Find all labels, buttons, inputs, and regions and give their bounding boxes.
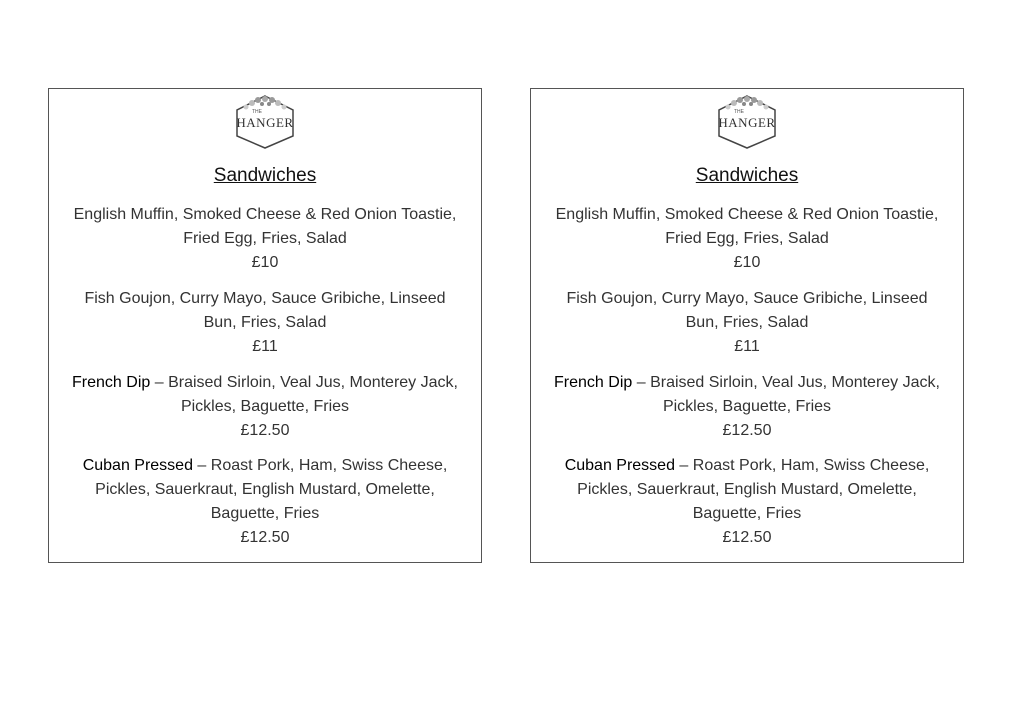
item-description: Braised Sirloin, Veal Jus, Monterey Jack, bbox=[168, 374, 458, 391]
item-price: £12.50 bbox=[722, 422, 772, 439]
item-description: Pickles, Baguette, Fries bbox=[180, 398, 350, 415]
item-price: £12.50 bbox=[722, 529, 772, 546]
item-name: Cuban Pressed bbox=[82, 457, 193, 474]
item-price: £11 bbox=[734, 338, 760, 355]
hanger-logo bbox=[714, 93, 780, 151]
item-price: £11 bbox=[252, 338, 278, 355]
item-description: Pickles, Sauerkraut, English Mustard, Omelette, bbox=[577, 481, 917, 498]
menu-item bbox=[55, 287, 475, 359]
menu-item bbox=[537, 287, 957, 359]
item-name: French Dip bbox=[554, 374, 633, 391]
item-description: Pickles, Baguette, Fries bbox=[662, 398, 832, 415]
item-separator: – bbox=[632, 374, 651, 391]
item-separator: – bbox=[150, 374, 169, 391]
item-description: Roast Pork, Ham, Swiss Cheese, bbox=[692, 457, 930, 474]
item-price: £10 bbox=[251, 254, 279, 271]
item-separator: – bbox=[674, 457, 693, 474]
item-description: Baguette, Fries bbox=[692, 505, 802, 522]
item-description: Fish Goujon, Curry Mayo, Sauce Gribiche, Linseed bbox=[84, 290, 446, 307]
item-description: Fried Egg, Fries, Salad bbox=[183, 230, 347, 247]
item-description: English Muffin, Smoked Cheese & Red Onion Toastie, bbox=[73, 206, 457, 223]
item-price: £12.50 bbox=[240, 529, 290, 546]
item-name: Cuban Pressed bbox=[564, 457, 675, 474]
item-description: Fish Goujon, Curry Mayo, Sauce Gribiche, Linseed bbox=[566, 290, 928, 307]
item-description: Roast Pork, Ham, Swiss Cheese, bbox=[210, 457, 448, 474]
item-description: English Muffin, Smoked Cheese & Red Onion Toastie, bbox=[555, 206, 939, 223]
item-price: £12.50 bbox=[240, 422, 290, 439]
item-description: Pickles, Sauerkraut, English Mustard, Omelette, bbox=[95, 481, 435, 498]
logo-small-text: THE bbox=[734, 109, 744, 115]
logo-text: HANGER bbox=[718, 115, 776, 130]
menu-card-right bbox=[530, 88, 964, 563]
menu-title: Sandwiches bbox=[213, 165, 317, 186]
menu-item bbox=[537, 371, 957, 443]
item-name: French Dip bbox=[72, 374, 151, 391]
menu-item bbox=[537, 203, 957, 275]
logo-small-text: THE bbox=[252, 109, 262, 115]
item-description: Baguette, Fries bbox=[210, 505, 320, 522]
menu-item bbox=[55, 203, 475, 275]
item-description: Bun, Fries, Salad bbox=[685, 314, 809, 331]
menu-item bbox=[55, 454, 475, 550]
menu-title: Sandwiches bbox=[695, 165, 799, 186]
menu-item bbox=[55, 371, 475, 443]
item-description: Fried Egg, Fries, Salad bbox=[665, 230, 829, 247]
item-description: Braised Sirloin, Veal Jus, Monterey Jack, bbox=[650, 374, 940, 391]
hanger-logo bbox=[232, 93, 298, 151]
menu-item bbox=[537, 454, 957, 550]
logo-text: HANGER bbox=[236, 115, 294, 130]
item-price: £10 bbox=[733, 254, 761, 271]
menu-card-left bbox=[48, 88, 482, 563]
item-separator: – bbox=[192, 457, 211, 474]
item-description: Bun, Fries, Salad bbox=[203, 314, 327, 331]
